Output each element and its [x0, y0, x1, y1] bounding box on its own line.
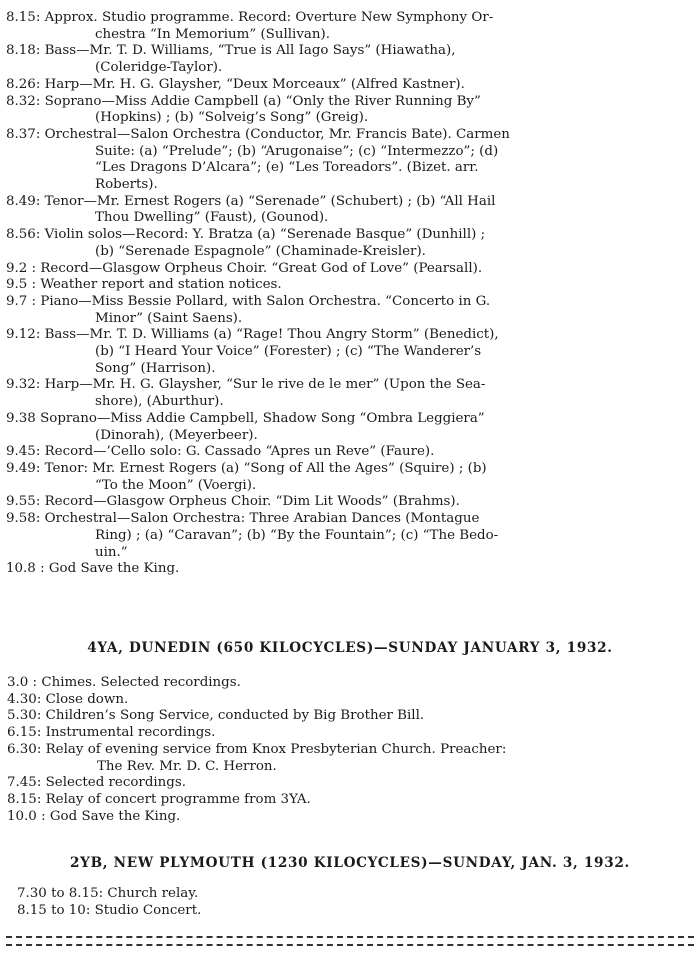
section-divider-rule	[6, 936, 694, 946]
entry-time: 7.45	[7, 775, 37, 791]
entry-time: 9.12	[6, 327, 36, 343]
entry-first-line	[6, 277, 696, 294]
entry-time: 8.15	[6, 10, 36, 25]
entry-first-line	[6, 494, 696, 511]
entry-text: : Record—Glasgow Orpheus Choir. “Great God of Love” (Pearsall).	[27, 260, 483, 276]
entry-time: 8.15 to 10	[17, 902, 86, 918]
entry-text: : Orchestral—Salon Orchestra: Three Arabian Dances (Montague	[35, 511, 480, 527]
entry-continuation-line: Song” (Harrison).	[95, 360, 216, 376]
programme-entry	[0, 377, 696, 410]
programme-entry	[0, 444, 696, 461]
entry-text: : Relay of concert programme from 3YA.	[36, 791, 311, 807]
entry-first-line	[6, 43, 696, 60]
entry-continuation-line: (Dinorah), (Meyerbeer).	[95, 427, 258, 443]
entry-text: : Approx. Studio programme. Record: Overture New Symphony Or-	[35, 10, 494, 25]
entry-text: : Instrumental recordings.	[36, 725, 216, 741]
entry-continuation-line: Roberts).	[95, 177, 158, 193]
programme-entry	[0, 725, 687, 742]
entry-time: 6.30	[7, 741, 37, 757]
entry-text: : Soprano—Miss Addie Campbell (a) “Only the River Running By”	[35, 93, 481, 109]
programme-entry	[0, 809, 687, 826]
entry-time: 9.7	[6, 293, 28, 309]
programme-entry	[0, 461, 696, 494]
entry-first-line	[7, 725, 687, 742]
entry-first-line	[6, 377, 696, 394]
entry-time: 9.49	[6, 460, 36, 476]
entry-text: : Selected recordings.	[36, 775, 187, 791]
entry-continuation-line: (b) “Serenade Espagnole” (Chaminade-Kreisler).	[95, 243, 426, 259]
new-plymouth-programme	[0, 886, 201, 919]
entry-text: : God Save the King.	[36, 808, 181, 824]
entry-text: : Piano—Miss Bessie Pollard, with Salon Orchestra. “Concerto in G.	[27, 293, 491, 309]
entry-text: : Church relay.	[98, 886, 199, 901]
entry-time: 3.0	[7, 675, 29, 690]
entry-first-line	[7, 708, 687, 725]
programme-entry	[0, 886, 201, 903]
entry-time: 9.45	[6, 444, 36, 460]
entry-continuation-line: (Hopkins) ; (b) “Solveig’s Song” (Greig).	[95, 110, 369, 126]
programme-entry	[0, 294, 696, 327]
programme-entry	[0, 692, 687, 709]
new-plymouth-heading: 2YB, NEW PLYMOUTH (1230 KILOCYCLES)—SUNDAY, JAN. 3, 1932.	[70, 855, 630, 871]
entry-text: : Bass—Mr. T. D. Williams, “True is All Iago Says” (Hiawatha),	[35, 43, 456, 59]
programme-entry	[0, 742, 687, 775]
entry-continuation-line: shore), (Aburthur).	[95, 394, 224, 410]
entry-first-line	[17, 886, 201, 903]
programme-entry	[0, 77, 696, 94]
entry-text: : Harp—Mr. H. G. Glaysher, “Deux Morceaux” (Alfred Kastner).	[35, 76, 465, 92]
entry-time: 5.30	[7, 708, 37, 724]
entry-first-line	[7, 675, 687, 692]
entry-text: Soprano—Miss Addie Campbell, Shadow Song “Ombra Leggiera”	[35, 410, 485, 426]
programme-entry	[0, 94, 696, 127]
entry-first-line	[6, 77, 696, 94]
entry-first-line	[6, 327, 696, 344]
entry-time: 8.18	[6, 43, 36, 59]
programme-entry	[0, 43, 696, 76]
entry-first-line	[7, 775, 687, 792]
entry-first-line	[7, 809, 687, 826]
entry-time: 9.2	[6, 260, 28, 276]
entry-continuation-line: (Coleridge-Taylor).	[95, 60, 223, 76]
entry-first-line	[6, 294, 696, 311]
entry-continuation-line: Suite: (a) “Prelude”; (b) “Arugonaise”; (c) “Intermezzo”; (d)	[95, 143, 499, 159]
programme-entry	[0, 561, 696, 578]
programme-entry	[0, 675, 687, 692]
programme-entry	[0, 227, 696, 260]
entry-first-line	[17, 903, 201, 920]
programme-entry	[0, 775, 687, 792]
entry-first-line	[6, 444, 696, 461]
entry-first-line	[6, 561, 696, 578]
entry-time: 6.15	[7, 725, 37, 741]
programme-entry	[0, 10, 696, 43]
entry-continuation-line: Thou Dwelling” (Faust), (Gounod).	[95, 210, 329, 226]
programme-entry	[0, 792, 687, 809]
entry-first-line	[7, 742, 687, 759]
entry-text: : God Save the King.	[35, 561, 180, 577]
programme-entry	[0, 411, 696, 444]
entry-text: : Relay of evening service from Knox Presbyterian Church. Preacher:	[36, 741, 507, 757]
entry-time: 7.30 to 8.15	[17, 886, 99, 901]
entry-text: : Tenor—Mr. Ernest Rogers (a) “Serenade” (Schubert) ; (b) “All Hail	[35, 193, 496, 209]
dunedin-programme	[0, 675, 687, 825]
entry-time: 8.56	[6, 227, 36, 243]
entry-continuation-line: Minor” (Saint Saens).	[95, 310, 243, 326]
entry-time: 9.32	[6, 377, 36, 393]
entry-first-line	[6, 94, 696, 111]
entry-text: : Tenor: Mr. Ernest Rogers (a) “Song of All the Ages” (Squire) ; (b)	[35, 460, 487, 476]
entry-text: : Children’s Song Service, conducted by Big Brother Bill.	[36, 708, 425, 724]
entry-text: : Studio Concert.	[85, 902, 202, 918]
entry-first-line	[6, 10, 696, 27]
programme-entry	[0, 327, 696, 377]
entry-time: 8.32	[6, 93, 36, 109]
entry-text: : Harp—Mr. H. G. Glaysher, “Sur le rive de le mer” (Upon the Sea-	[35, 377, 486, 393]
programme-entry	[0, 708, 687, 725]
entry-continuation-line: uin.”	[95, 544, 128, 560]
entry-continuation-line: “Les Dragons D’Alcara”; (e) “Les Toreadors”. (Bizet. arr.	[95, 160, 479, 176]
entry-continuation-line: (b) “I Heard Your Voice” (Forester) ; (c) “The Wanderer’s	[95, 344, 482, 360]
entry-text: : Chimes. Selected recordings.	[28, 675, 241, 690]
entry-time: 4.30	[7, 691, 37, 707]
entry-continuation-line: “To the Moon” (Voergi).	[95, 477, 257, 493]
entry-time: 8.37	[6, 126, 36, 142]
entry-time: 8.26	[6, 76, 36, 92]
entry-first-line	[6, 194, 696, 211]
programme-entry	[0, 903, 201, 920]
entry-text: : Record—Glasgow Orpheus Choir. “Dim Lit Woods” (Brahms).	[35, 494, 460, 510]
entry-time: 9.38	[6, 410, 36, 426]
entry-text: : Record—’Cello solo: G. Cassado “Apres un Reve” (Faure).	[35, 444, 435, 460]
programme-entry	[0, 511, 696, 561]
entry-continuation-line: Ring) ; (a) “Caravan”; (b) “By the Fountain”; (c) “The Bedo-	[95, 527, 499, 543]
entry-text: : Close down.	[36, 691, 129, 707]
entry-time: 8.15	[7, 791, 37, 807]
entry-first-line	[7, 792, 687, 809]
entry-text: : Violin solos—Record: Y. Bratza (a) “Serenade Basque” (Dunhill) ;	[35, 227, 486, 243]
entry-time: 10.8	[6, 561, 36, 577]
programme-entry	[0, 261, 696, 278]
entry-text: : Weather report and station notices.	[27, 277, 282, 293]
programme-entry	[0, 277, 696, 294]
entry-continuation-line: The Rev. Mr. D. C. Herron.	[97, 758, 277, 774]
entry-first-line	[6, 411, 696, 428]
entry-first-line	[6, 227, 696, 244]
entry-time: 10.0	[7, 808, 37, 824]
entry-time: 8.49	[6, 193, 36, 209]
programme-continued	[0, 10, 696, 578]
entry-first-line	[6, 511, 696, 528]
programme-entry	[0, 494, 696, 511]
entry-first-line	[7, 692, 687, 709]
entry-first-line	[6, 127, 696, 144]
entry-text: : Orchestral—Salon Orchestra (Conductor, Mr. Francis Bate). Carmen	[35, 126, 510, 142]
entry-time: 9.58	[6, 511, 36, 527]
programme-entry	[0, 194, 696, 227]
entry-time: 9.55	[6, 494, 36, 510]
entry-continuation-line: chestra “In Memorium” (Sullivan).	[95, 26, 330, 42]
entry-first-line	[6, 261, 696, 278]
entry-first-line	[6, 461, 696, 478]
entry-time: 9.5	[6, 277, 28, 293]
entry-text: : Bass—Mr. T. D. Williams (a) “Rage! Thou Angry Storm” (Benedict),	[35, 327, 499, 343]
dunedin-heading: 4YA, DUNEDIN (650 KILOCYCLES)—SUNDAY JANUARY 3, 1932.	[87, 640, 613, 656]
programme-entry	[0, 127, 696, 194]
